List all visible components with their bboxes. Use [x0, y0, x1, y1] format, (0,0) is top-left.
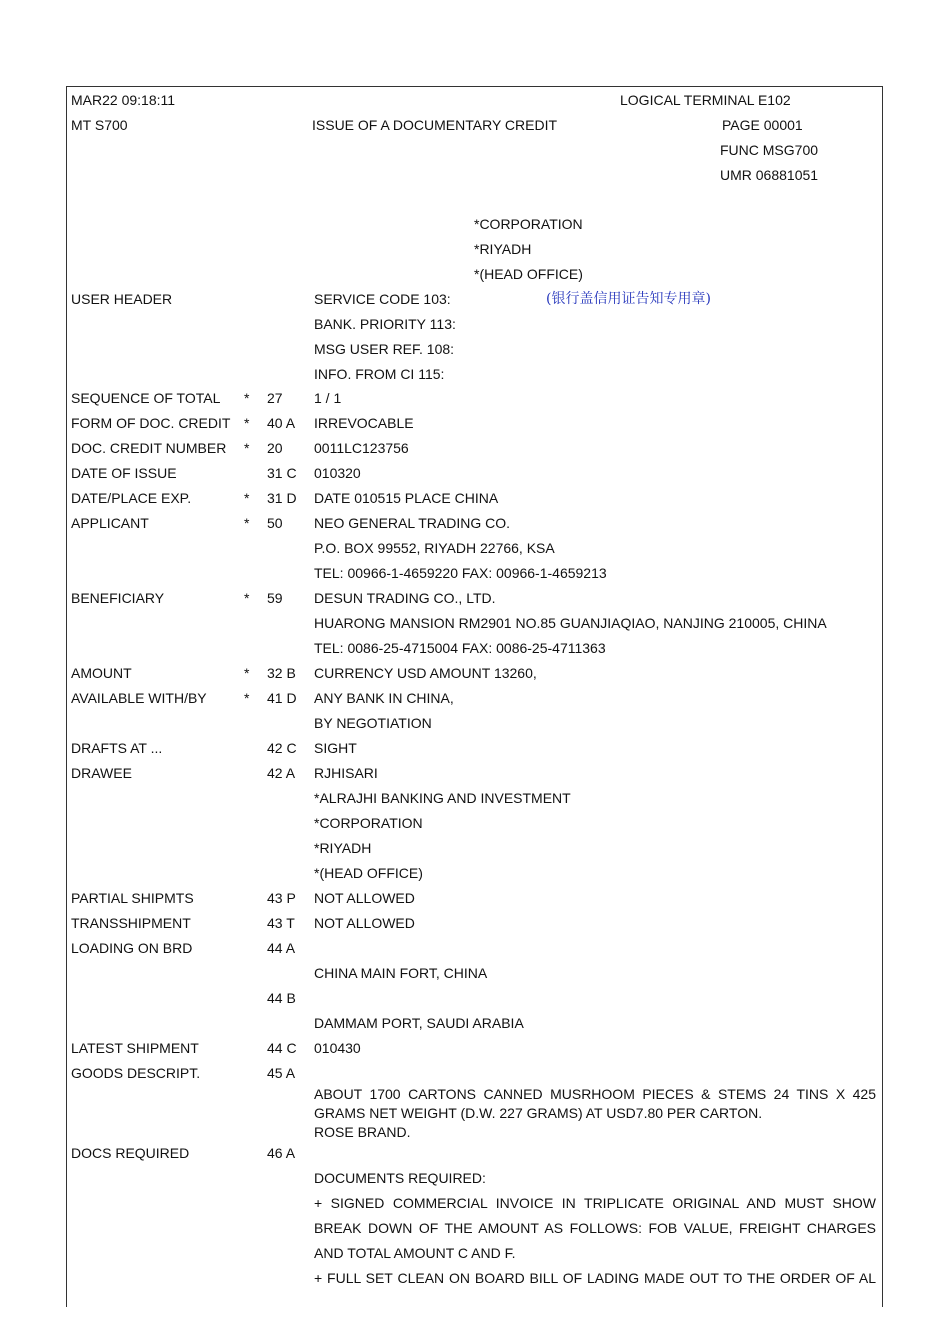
field-value-line: HUARONG MANSION RM2901 NO.85 GUANJIAQIAO, NANJING 210005, CHINA — [314, 615, 827, 631]
field-tag: 43 T — [267, 915, 295, 931]
field-tag: 42 A — [267, 765, 296, 781]
field-mandatory-star: * — [244, 415, 250, 431]
field-value-line: *RIYADH — [314, 840, 372, 856]
field-tag: 44 C — [267, 1040, 297, 1056]
field-value-line: CURRENCY USD AMOUNT 13260, — [314, 665, 537, 681]
field-value-line: DATE 010515 PLACE CHINA — [314, 490, 499, 506]
field-label: BENEFICIARY — [71, 590, 165, 606]
service-code: SERVICE CODE 103: — [314, 291, 451, 307]
field-value-line: DESUN TRADING CO., LTD. — [314, 590, 496, 606]
field-tag: 20 — [267, 440, 283, 456]
field-label: DOC. CREDIT NUMBER — [71, 440, 227, 456]
field-mandatory-star: * — [244, 665, 250, 681]
field-label: DRAFTS AT ... — [71, 740, 163, 756]
info-from-ci: INFO. FROM CI 115: — [314, 366, 445, 382]
field-tag: 59 — [267, 590, 283, 606]
logical-terminal: LOGICAL TERMINAL E102 — [620, 92, 791, 108]
field-label: LATEST SHIPMENT — [71, 1040, 199, 1056]
field-value-line: 010430 — [314, 1040, 361, 1056]
field-tag: 46 A — [267, 1145, 296, 1161]
field-value-line: NOT ALLOWED — [314, 915, 415, 931]
field-value-line: 1 / 1 — [314, 390, 342, 406]
field-mandatory-star: * — [244, 440, 250, 456]
field-mandatory-star: * — [244, 690, 250, 706]
field-value-line: TEL: 0086-25-4715004 FAX: 0086-25-4711363 — [314, 640, 606, 656]
field-value-line: *(HEAD OFFICE) — [314, 865, 423, 881]
bank-stamp-note: (银行盖信用证告知专用章) — [546, 291, 711, 307]
field-value-line: ANY BANK IN CHINA, — [314, 690, 454, 706]
field-tag: 40 A — [267, 415, 296, 431]
message-title: ISSUE OF A DOCUMENTARY CREDIT — [312, 117, 558, 133]
message-type: MT S700 — [71, 117, 128, 133]
field-value-line: DAMMAM PORT, SAUDI ARABIA — [314, 1015, 524, 1031]
umr-number: UMR 06881051 — [720, 167, 819, 183]
field-mandatory-star: * — [244, 590, 250, 606]
func-code: FUNC MSG700 — [720, 142, 819, 158]
field-label: DRAWEE — [71, 765, 132, 781]
field-label: DATE OF ISSUE — [71, 465, 177, 481]
field-label: FORM OF DOC. CREDIT — [71, 415, 231, 431]
field-tag: 42 C — [267, 740, 297, 756]
field-mandatory-star: * — [244, 390, 250, 406]
field-label: DATE/PLACE EXP. — [71, 490, 192, 506]
docs-required-line: DOCUMENTS REQUIRED: — [314, 1170, 486, 1186]
docs-required-line: + FULL SET CLEAN ON BOARD BILL OF LADING MADE OUT TO THE ORDER OF AL — [314, 1270, 876, 1286]
docs-required-line: AND TOTAL AMOUNT C AND F. — [314, 1245, 516, 1261]
field-mandatory-star: * — [244, 490, 250, 506]
field-mandatory-star: * — [244, 515, 250, 531]
field-label: DOCS REQUIRED — [71, 1145, 190, 1161]
goods-description — [314, 1085, 876, 1142]
field-label: APPLICANT — [71, 515, 149, 531]
docs-required-line: + SIGNED COMMERCIAL INVOICE IN TRIPLICATE ORIGINAL AND MUST SHOW — [314, 1195, 876, 1211]
field-tag: 31 D — [267, 490, 297, 506]
bank-priority: BANK. PRIORITY 113: — [314, 316, 456, 332]
field-label: LOADING ON BRD — [71, 940, 193, 956]
field-tag: 43 P — [267, 890, 296, 906]
field-tag: 27 — [267, 390, 283, 406]
user-header-label: USER HEADER — [71, 291, 173, 307]
field-tag: 31 C — [267, 465, 297, 481]
field-value-line: *CORPORATION — [314, 815, 423, 831]
field-value-line: NEO GENERAL TRADING CO. — [314, 515, 511, 531]
field-label: TRANSSHIPMENT — [71, 915, 191, 931]
field-tag: 44 A — [267, 940, 296, 956]
page-number: PAGE 00001 — [722, 117, 803, 133]
field-tag: 32 B — [267, 665, 296, 681]
field-tag: 44 B — [267, 990, 296, 1006]
sender-line: *CORPORATION — [474, 216, 583, 232]
field-label: AVAILABLE WITH/BY — [71, 690, 207, 706]
field-value-line: 0011LC123756 — [314, 440, 409, 456]
field-value-line: 010320 — [314, 465, 361, 481]
field-value-line: NOT ALLOWED — [314, 890, 415, 906]
goods-description-line: GRAMS NET WEIGHT (D.W. 227 GRAMS) AT USD7.80 PER CARTON. — [314, 1105, 763, 1121]
sender-line: *(HEAD OFFICE) — [474, 266, 583, 282]
field-value-line: IRREVOCABLE — [314, 415, 414, 431]
docs-required-line: BREAK DOWN OF THE AMOUNT AS FOLLOWS: FOB VALUE, FREIGHT CHARGES — [314, 1220, 876, 1236]
goods-description-line: ABOUT 1700 CARTONS CANNED MUSRHOOM PIECES & STEMS 24 TINS X 425 — [314, 1086, 876, 1102]
field-label: PARTIAL SHIPMTS — [71, 890, 194, 906]
field-label: SEQUENCE OF TOTAL — [71, 390, 221, 406]
field-tag: 41 D — [267, 690, 297, 706]
message-datetime: MAR22 09:18:11 — [71, 92, 176, 108]
field-value-line: BY NEGOTIATION — [314, 715, 432, 731]
field-tag: 50 — [267, 515, 283, 531]
field-label: GOODS DESCRIPT. — [71, 1065, 201, 1081]
goods-description-line: ROSE BRAND. — [314, 1124, 411, 1140]
field-value-line: CHINA MAIN FORT, CHINA — [314, 965, 488, 981]
field-label: AMOUNT — [71, 665, 132, 681]
msg-user-ref: MSG USER REF. 108: — [314, 341, 455, 357]
field-value-line: RJHISARI — [314, 765, 378, 781]
field-value-line: P.O. BOX 99552, RIYADH 22766, KSA — [314, 540, 555, 556]
field-value-line: *ALRAJHI BANKING AND INVESTMENT — [314, 790, 571, 806]
field-value-line: SIGHT — [314, 740, 357, 756]
field-tag: 45 A — [267, 1065, 296, 1081]
sender-line: *RIYADH — [474, 241, 532, 257]
field-value-line: TEL: 00966-1-4659220 FAX: 00966-1-4659213 — [314, 565, 607, 581]
